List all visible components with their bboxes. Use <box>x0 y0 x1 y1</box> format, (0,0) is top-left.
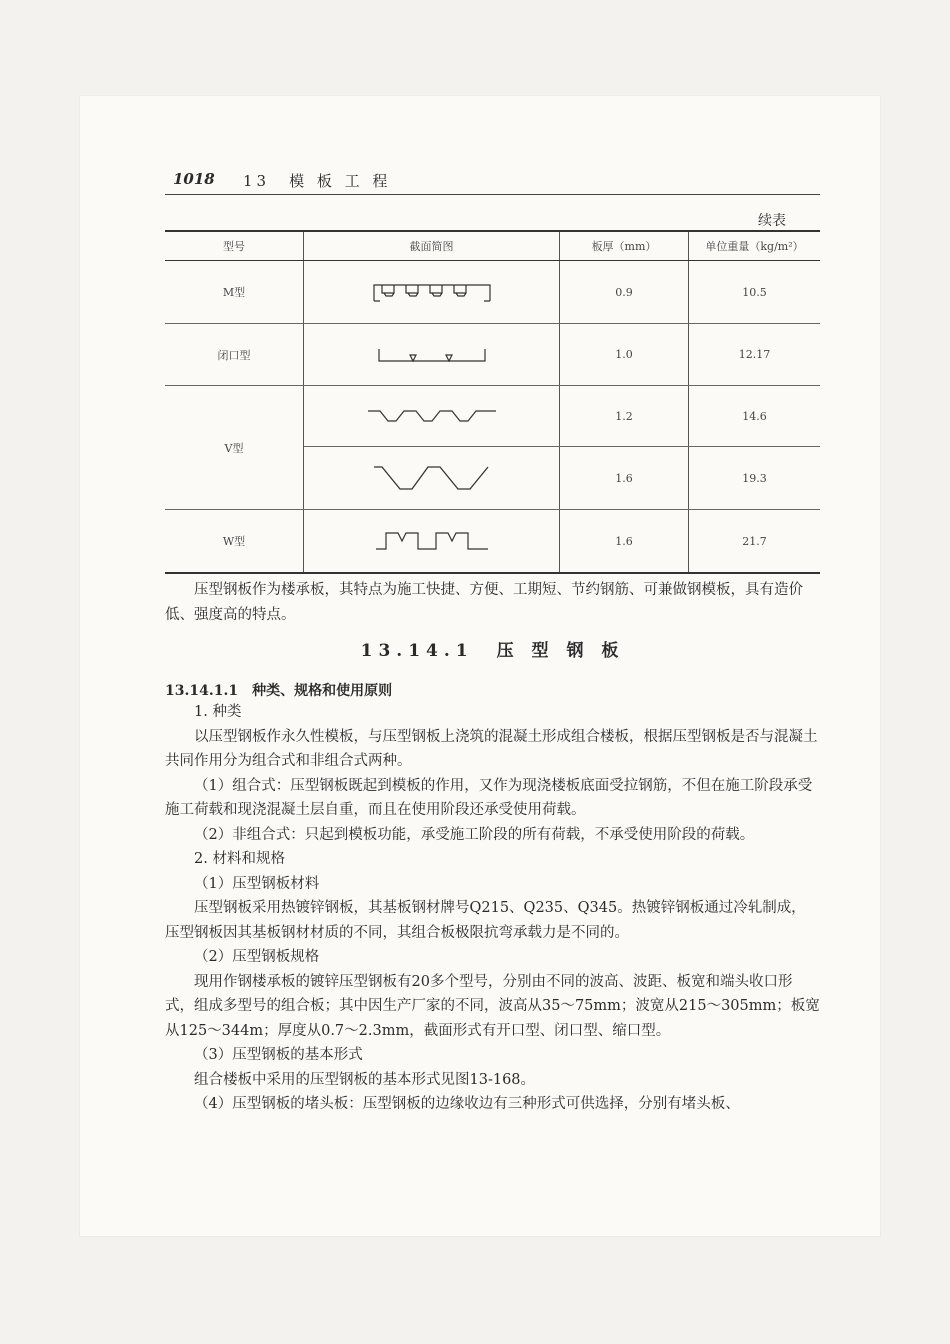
cell-section <box>304 510 560 574</box>
table-continued-label: 续表 <box>758 213 786 229</box>
col-header-thickness: 板厚（mm） <box>560 231 689 261</box>
body-paragraph: 1. 种类 <box>194 704 242 720</box>
cell-weight: 10.5 <box>689 261 821 324</box>
v-profile-large-icon <box>372 463 492 493</box>
cell-type: W型 <box>165 510 304 574</box>
cell-weight: 12.17 <box>689 324 821 386</box>
cell-type: 闭口型 <box>165 324 304 386</box>
body-paragraph: （2）压型钢板规格 <box>194 949 320 965</box>
intro-paragraph: 压型钢板作为楼承板，其特点为施工快捷、方便、工期短、节约钢筋、可兼做钢模板，具有造价低、强度高的特点。 <box>165 582 803 623</box>
body-paragraph: 以压型钢板作永久性模板，与压型钢板上浇筑的混凝土形成组合楼板，根据压型钢板是否与混凝土共同作用分为组合式和非组合式两种。 <box>165 728 818 769</box>
body-paragraph: （1）组合式：压型钢板既起到模板的作用，又作为现浇楼板底面受拉钢筋，不但在施工阶段承受施工荷载和现浇混凝土层自重，而且在使用阶段还承受使用荷载。 <box>165 777 813 818</box>
page-number: 1018 <box>173 170 215 188</box>
col-header-type: 型号 <box>165 231 304 261</box>
cell-thickness: 1.6 <box>560 447 689 510</box>
table-header-row <box>165 231 820 261</box>
table-row <box>165 324 820 386</box>
col-header-section: 截面简图 <box>304 231 560 261</box>
cell-type: V型 <box>165 386 304 510</box>
body-text <box>165 700 820 1117</box>
body-paragraph: 现用作钢楼承板的镀锌压型钢板有20多个型号，分别由不同的波高、波距、板宽和端头收口形式，组成多型号的组合板；其中因生产厂家的不同，波高从35～75mm；波宽从215～305mm；板宽从125～344m；厚度从0.7～2.3mm，截面形式有开口型、闭口型、缩口型。 <box>165 973 820 1039</box>
table-row <box>165 386 820 447</box>
cell-weight: 19.3 <box>689 447 821 510</box>
cell-thickness: 1.2 <box>560 386 689 447</box>
body-paragraph: 组合楼板中采用的压型钢板的基本形式见图13-168。 <box>194 1071 536 1088</box>
subsection-title: 13.14.1.1 种类、规格和使用原则 <box>165 683 393 699</box>
cell-weight: 14.6 <box>689 386 821 447</box>
body-paragraph: （4）压型钢板的堵头板：压型钢板的边缘收边有三种形式可供选择，分别有堵头板、 <box>194 1096 740 1112</box>
body-paragraph: 2. 材料和规格 <box>194 851 285 867</box>
m-profile-icon <box>372 281 492 303</box>
cell-thickness: 0.9 <box>560 261 689 324</box>
cell-section <box>304 386 560 447</box>
profile-spec-table <box>165 230 820 574</box>
cell-section <box>304 324 560 386</box>
cell-section <box>304 447 560 510</box>
col-header-weight: 单位重量（kg/m²） <box>689 231 821 261</box>
chapter-title: 13 模 板 工 程 <box>243 172 392 190</box>
cell-thickness: 1.0 <box>560 324 689 386</box>
w-profile-icon <box>374 527 490 555</box>
body-paragraph: （3）压型钢板的基本形式 <box>194 1047 363 1063</box>
v-profile-small-icon <box>366 407 498 425</box>
closed-profile-icon <box>375 345 489 365</box>
cell-weight: 21.7 <box>689 510 821 574</box>
body-paragraph: （1）压型钢板材料 <box>194 875 320 892</box>
cell-thickness: 1.6 <box>560 510 689 574</box>
table-row <box>165 510 820 574</box>
cell-type: M型 <box>165 261 304 324</box>
section-title: 13.14.1 压 型 钢 板 <box>360 641 625 661</box>
cell-section <box>304 261 560 324</box>
body-paragraph: 压型钢板采用热镀锌钢板，其基板钢材牌号Q215、Q235、Q345。热镀锌钢板通过冷轧制成，压型钢板因其基板钢材材质的不同，其组合板极限抗弯承载力是不同的。 <box>165 900 806 941</box>
body-paragraph: （2）非组合式：只起到模板功能，承受施工阶段的所有荷载，不承受使用阶段的荷载。 <box>194 826 755 843</box>
table-row <box>165 261 820 324</box>
page-header <box>165 168 820 195</box>
